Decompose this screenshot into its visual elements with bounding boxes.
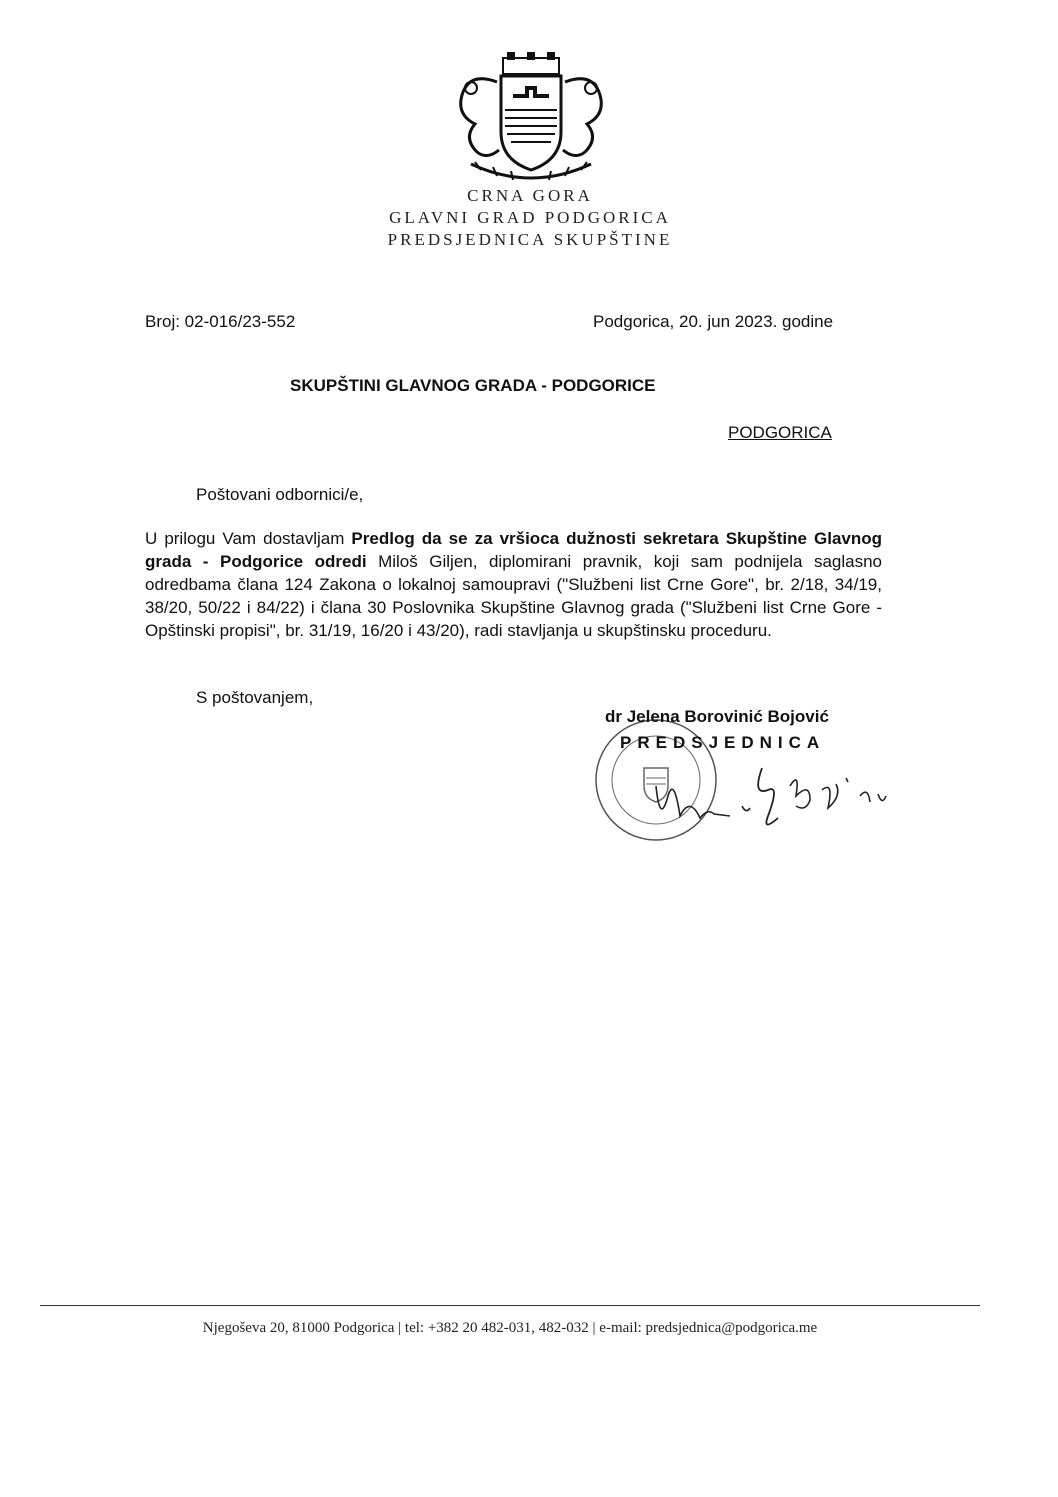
signer-name: dr Jelena Borovinić Bojović bbox=[605, 707, 829, 726]
letterhead-country: CRNA GORA bbox=[467, 186, 593, 205]
recipient-name: SKUPŠTINI GLAVNOG GRADA - PODGORICE bbox=[290, 376, 656, 395]
closing: S poštovanjem, bbox=[196, 688, 314, 707]
salutation: Poštovani odbornici/e, bbox=[196, 485, 364, 504]
footer-divider bbox=[40, 1305, 980, 1306]
letterhead-office: PREDSJEDNICA SKUPŠTINE bbox=[387, 230, 673, 249]
recipient-city: PODGORICA bbox=[728, 423, 832, 442]
letter-body bbox=[145, 527, 882, 642]
reference-number: Broj: 02-016/23-552 bbox=[145, 312, 296, 331]
signer-title: PREDSJEDNICA bbox=[620, 733, 826, 752]
body-rest: Miloš Giljen, diplomirani pravnik, koji sam podnijela saglasno odredbama člana 124 Zakona o lokalnoj samoupravi ("Službeni list Crne Gore", br. 2/18, 34/19, 38/20, 50/22 i 84/22) i člana 30 Poslovnika Skupštine Glavnog grada ("Službeni list Crne Gore - Opštinski propisi", br. 31/19, 16/20 i 43/20), radi stavljanja u skupštinsku proceduru. bbox=[145, 552, 882, 640]
coat-of-arms-logo bbox=[441, 52, 621, 188]
place-and-date: Podgorica, 20. jun 2023. godine bbox=[593, 312, 834, 331]
footer-contact: Njegoševa 20, 81000 Podgorica | tel: +382 20 482-031, 482-032 | e-mail: predsjednica@podgorica.me bbox=[202, 1320, 818, 1336]
body-intro: U prilogu Vam dostavljam bbox=[145, 529, 352, 548]
body-bold-proposal: Predlog da se za vršioca dužnosti sekretara Skupštine Glavnog grada - Podgorice odredi bbox=[145, 529, 883, 571]
handwritten-signature bbox=[650, 756, 900, 836]
letterhead-city: GLAVNI GRAD PODGORICA bbox=[389, 208, 671, 227]
